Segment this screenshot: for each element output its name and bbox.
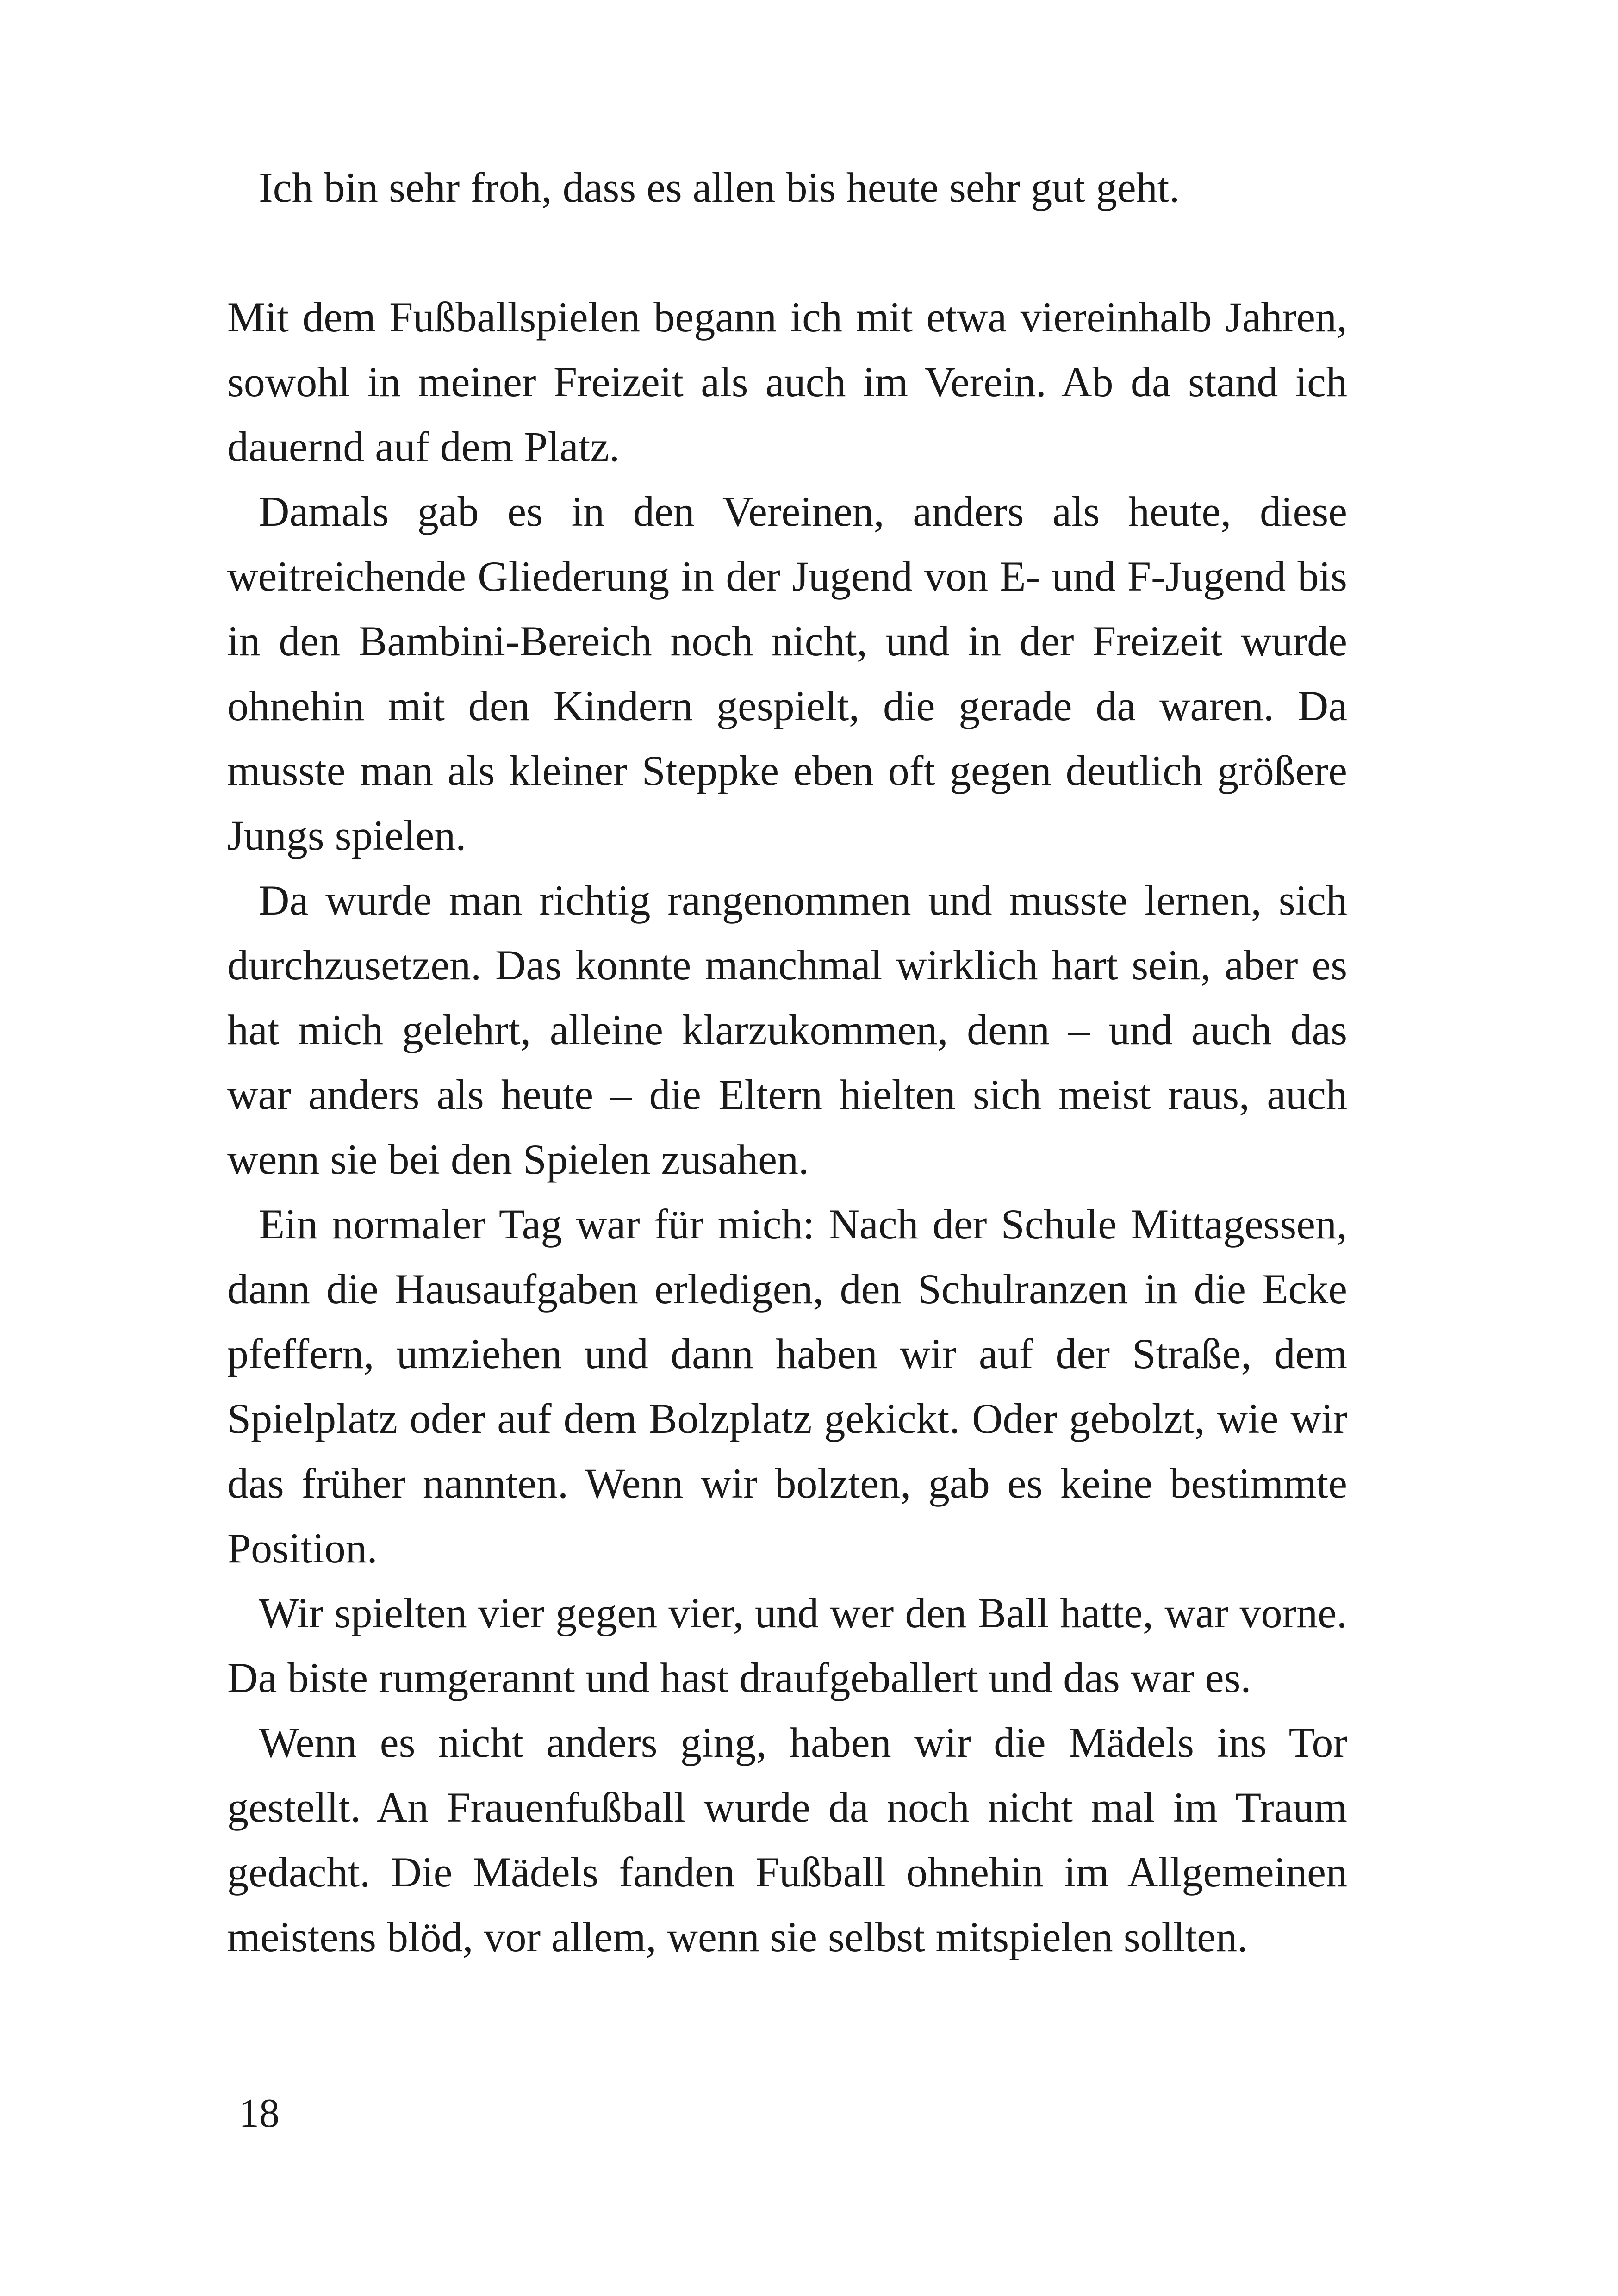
paragraph-1: Ich bin sehr froh, dass es allen bis heute sehr gut geht. [259, 164, 1180, 211]
body-text [227, 155, 1347, 1969]
paragraph-5: Ein normaler Tag war für mich: Nach der Schule Mittagessen, dann die Hausaufgaben erledigen, den Schulranzen in die Ecke pfeffern, umziehen und dann haben wir auf der Straße, dem Spielplatz oder auf dem Bolzplatz gekickt. Oder gebolzt, wie wir das früher nannten. Wenn wir bolzten, gab es keine bestimmte Position. [227, 1201, 1347, 1572]
paragraph-7: Wenn es nicht anders ging, haben wir die Mädels ins Tor gestellt. An Frauenfußball wurde da noch nicht mal im Traum gedacht. Die Mädels fanden Fußball ohnehin im Allgemeinen meistens blöd, vor allem, wenn sie selbst mitspielen sollten. [227, 1719, 1347, 1960]
page-number: 18 [239, 2091, 280, 2136]
paragraph-6: Wir spielten vier gegen vier, und wer den Ball hatte, war vorne. Da biste rumgerannt und hast draufgeballert und das war es. [227, 1589, 1347, 1701]
paragraph-2: Mit dem Fußballspielen begann ich mit etwa viereinhalb Jahren, sowohl in meiner Freizeit als auch im Verein. Ab da stand ich dauernd auf dem Platz. [227, 293, 1347, 470]
paragraph-3: Damals gab es in den Vereinen, anders als heute, diese weitreichende Gliederung in der Jugend von E- und F-Jugend bis in den Bambini-Bereich noch nicht, und in der Freizeit wurde ohnehin mit den Kindern gespielt, die gerade da waren. Da musste man als kleiner Steppke eben oft gegen deutlich größere Jungs spielen. [227, 488, 1347, 859]
paragraph-4: Da wurde man richtig rangenommen und musste lernen, sich durchzusetzen. Das konnte manchmal wirklich hart sein, aber es hat mich gelehrt, alleine klarzukommen, denn – und auch das war anders als heute – die Eltern hielten sich meist raus, auch wenn sie bei den Spielen zusahen. [227, 877, 1347, 1183]
